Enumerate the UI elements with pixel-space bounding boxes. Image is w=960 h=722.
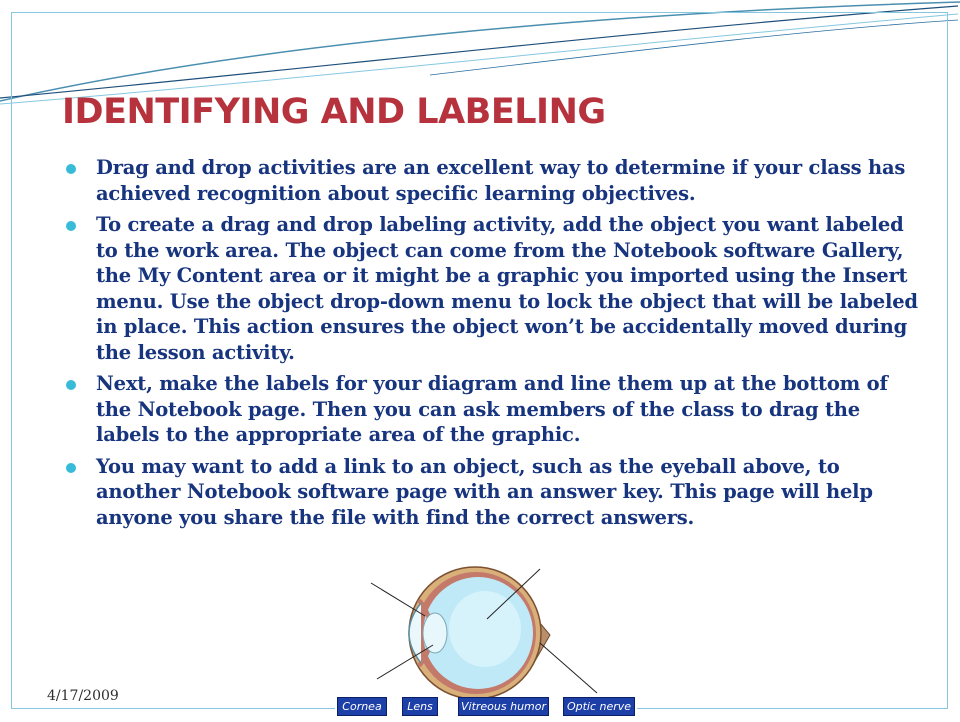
bullet-text: To create a drag and drop labeling activity, add the object you want labeled to the work area. The object can come from the Notebook software Gallery, the My Content area or it might be a graphic you imported using the Insert menu. Use the object drop-down menu to lock the object that will be labeled in place. This action ensures the object won’t be accidentally moved during the lesson activity.	[96, 213, 918, 364]
bullet-item	[66, 212, 926, 365]
bullet-icon	[66, 221, 76, 231]
slide-title: IDENTIFYING AND LABELING	[62, 92, 606, 132]
bullet-text: Drag and drop activities are an excellent way to determine if your class has achieved recognition about specific learning objectives.	[96, 156, 906, 205]
slide-date: 4/17/2009	[47, 688, 119, 704]
bullet-item	[66, 155, 926, 206]
label-vitreous-humor[interactable]: Vitreous humor	[458, 697, 549, 716]
bullet-icon	[66, 164, 76, 174]
bullet-icon	[66, 380, 76, 390]
label-optic-nerve[interactable]: Optic nerve	[563, 697, 635, 716]
bullet-text: You may want to add a link to an object, such as the eyeball above, to another Notebook software page with an answer key. This page will help anyone you share the file with find the correct answers.	[96, 454, 873, 529]
eyeball-icon	[335, 561, 637, 718]
bullet-text: Next, make the labels for your diagram and line them up at the bottom of the Notebook page. Then you can ask members of the class to drag the labels to the appropriate area of the graphic.	[96, 372, 888, 446]
label-cornea[interactable]: Cornea	[337, 697, 387, 716]
bullet-list	[66, 155, 926, 536]
bullet-item	[66, 454, 926, 531]
label-lens[interactable]: Lens	[402, 697, 438, 716]
bullet-icon	[66, 463, 76, 473]
bullet-item	[66, 371, 926, 448]
eyeball-diagram[interactable]	[335, 561, 637, 718]
